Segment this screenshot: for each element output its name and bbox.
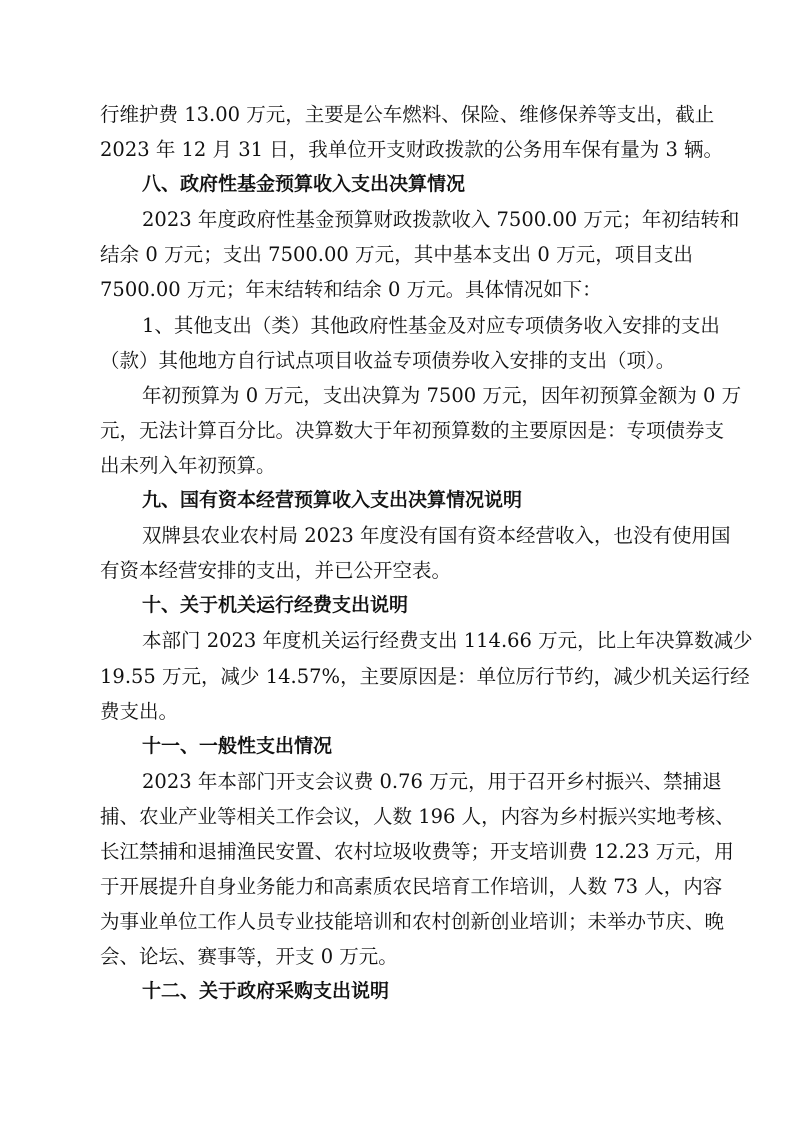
section-heading: [100, 729, 693, 764]
paragraph: [100, 97, 724, 167]
text-line: 本部门 2023 年度机关运行经费支出 114.66 万元，比上年决算数减少: [142, 629, 753, 653]
text-line: 费支出。: [100, 699, 179, 723]
document-page: [100, 97, 753, 1009]
text-line: 19.55 万元，减少 14.57%，主要原因是：单位厉行节约，减少机关运行经: [100, 664, 750, 688]
section-heading: [100, 588, 693, 623]
text-line: 年初预算为 0 万元，支出决算为 7500 万元，因年初预算金额为 0 万: [142, 383, 742, 407]
text-line: 为事业单位工作人员专业技能培训和农村创新创业培训；未举办节庆、晚: [100, 910, 725, 934]
paragraph: [100, 202, 740, 307]
text-line: 行维护费 13.00 万元，主要是公车燃料、保险、维修保养等支出，截止: [100, 103, 715, 126]
text-line: 2023 年本部门开支会议费 0.76 万元，用于召开乡村振兴、禁捕退: [142, 769, 722, 793]
paragraph: [100, 378, 742, 483]
heading-text: 十、关于机关运行经费支出说明: [142, 594, 409, 617]
text-line: （款）其他地方自行试点项目收益专项债券收入安排的支出（项）。: [100, 348, 676, 372]
text-line: 元，无法计算百分比。决算数大于年初预算数的主要原因是：专项债券支: [100, 418, 725, 442]
text-line: 2023 年度政府性基金预算财政拨款收入 7500.00 万元；年初结转和: [142, 208, 740, 232]
text-line: 于开展提升自身业务能力和高素质农民培育工作培训，人数 73 人，内容: [100, 875, 723, 899]
heading-text: 八、政府性基金预算收入支出决算情况: [142, 173, 466, 196]
section-heading: [100, 974, 693, 1009]
paragraph: [100, 764, 735, 975]
heading-text: 十二、关于政府采购支出说明: [142, 980, 390, 1003]
heading-text: 九、国有资本经营预算收入支出决算情况说明: [142, 489, 523, 512]
text-line: 捕、农业产业等相关工作会议，人数 196 人，内容为乡村振兴实地考核、: [100, 804, 735, 828]
section-heading: [100, 167, 693, 202]
text-line: 出未列入年初预算。: [100, 453, 276, 477]
section-heading: [100, 483, 693, 518]
text-line: 会、论坛、赛事等，开支 0 万元。: [100, 945, 398, 969]
text-line: 有资本经营安排的支出，并已公开空表。: [100, 559, 452, 583]
paragraph: [100, 518, 731, 588]
paragraph: [100, 623, 753, 728]
text-line: 长江禁捕和退捕渔民安置、农村垃圾收费等；开支培训费 12.23 万元，用: [100, 839, 734, 863]
text-line: 结余 0 万元；支出 7500.00 万元，其中基本支出 0 万元，项目支出: [100, 243, 693, 267]
text-line: 2023 年 12 月 31 日，我单位开支财政拨款的公务用车保有量为 3 辆。: [100, 138, 724, 162]
text-line: 7500.00 万元；年末结转和结余 0 万元。具体情况如下：: [100, 278, 602, 302]
heading-text: 十一、一般性支出情况: [142, 734, 333, 757]
text-line: 1、其他支出（类）其他政府性基金及对应专项债务收入安排的支出: [142, 313, 720, 337]
paragraph: [100, 308, 720, 378]
text-line: 双牌县农业农村局 2023 年度没有国有资本经营收入，也没有使用国: [142, 524, 731, 548]
